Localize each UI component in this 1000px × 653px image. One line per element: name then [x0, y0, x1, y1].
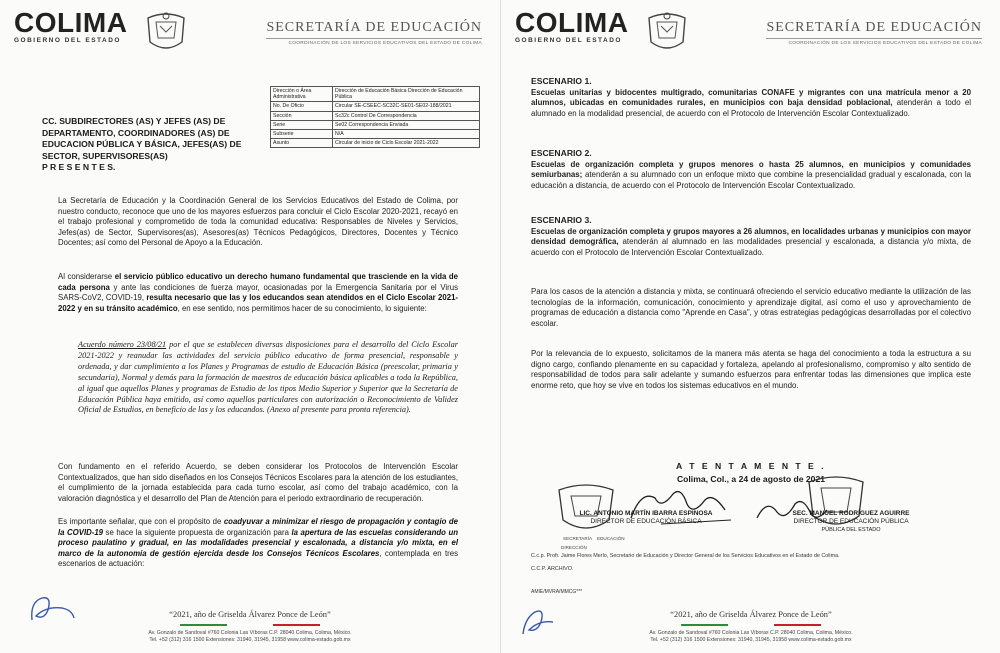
table-value: N/A: [333, 130, 480, 139]
secretaria-heading: [766, 20, 982, 46]
table-row: [271, 87, 480, 102]
recipients-block: [42, 116, 267, 174]
stamp-text: DIRECCIÓN: [561, 545, 587, 550]
signer-2-title: DIRECTOR DE EDUCACIÓN PÚBLICA: [793, 518, 909, 525]
initials-line: AMIE/MVRA/MMCG***: [531, 589, 583, 595]
table-row: [271, 111, 480, 120]
secretaria-heading: [266, 20, 482, 46]
signer-2-subtitle: PÚBLICA DEL ESTADO: [821, 527, 881, 533]
coordinacion-subtitle: COORDINACIÓN DE LOS SERVICIOS EDUCATIVOS DEL ESTADO DE COLIMA: [266, 38, 482, 46]
text-run-bold: coadyuvar a minimizar el riesgo de propagación y contagio de la COVID-19: [58, 517, 458, 537]
signer-1-title: DIRECTOR DE EDUCACIÓN BÁSICA: [590, 518, 702, 525]
table-value: Dirección de Educación Básica Dirección de Educación Pública: [333, 87, 480, 102]
recipient-line: CC. SUBDIRECTORES (AS) Y JEFES (AS) DE: [42, 116, 226, 126]
footer-address: [501, 630, 1000, 644]
text-run: por el que se establecen diversas disposiciones para el desarrollo del Ciclo Escolar 2021-2022 y reanudar las actividades del servicio público educativo de forma presencial, responsable y ordenada, y dar cumplimiento a los Planes y Programas de estudio de Educación Básica (preescolar, primaria y secundaria), Normal y demás para la formación de maestros de educación básica aplicables a toda la República, al igual que aquellos Planes y programas de Estudio de los tipos Medio Superior y Superior que la Secretaría de Educación Pública haya emitido, así como aquellos particulares con autorización o Reconocimiento de Validez Oficial de Estudios, en beneficio de las y los educandos. (Anexo al presente para pronta referencia).: [78, 340, 458, 415]
text-run: , en ese sentido, nos permitimos hacer de su conocimiento, lo siguiente:: [177, 303, 427, 313]
table-label: Asunto: [271, 139, 333, 148]
text-run: Es importante señalar, que con el propósito de: [58, 517, 224, 526]
scenario-3: [531, 215, 971, 258]
paragraph-relevance: Por la relevancia de lo expuesto, solicitamos de la manera más atenta se haga del conocimiento a toda la estructura a su digno cargo, confiando plenamente en su capacidad y fortaleza, apelando al profesionalismo, compromiso y alto sentido de responsabilidad de todos para salir adelante y sumando esfuerzos para enfrentar todas las dimensiones que implica este enorme reto, que hoy se vive en todos los sistemas educativos en el mundo.: [531, 349, 971, 390]
scenario-1: [531, 76, 971, 119]
text-run: Al considerarse: [58, 272, 115, 281]
logo-word: COLIMA: [14, 7, 128, 38]
table-row: [271, 130, 480, 139]
text-run-bold: Escuelas de organización completa y grupos mayores a 26 alumnos, en localidades urbanas y municipios con mayor densidad demográfica,: [531, 226, 971, 246]
address-line: Av. Gonzalo de Sandoval #760 Colonia Las Víboras C.P. 28040 Colima, Colima, México.: [148, 630, 352, 636]
footer-motto: “2021, año de Griselda Álvarez Ponce de León”: [169, 610, 331, 619]
table-value: Circular SE-CSEEC-SC32C-SE01-SE02-188/2021: [333, 102, 480, 111]
state-seal-icon: [142, 8, 190, 56]
signing-date: Colima, Col., a 24 de agosto de 2021: [676, 474, 826, 484]
agreement-number: Acuerdo número 23/08/21: [78, 340, 167, 349]
text-run: atenderán al alumnado en las modalidades presencial y escalonada, a distancia y/o mixta, de acuerdo con el Protocolo de Intervención Escolar Contextualizado.: [531, 237, 971, 257]
text-run-bold: la apertura de las escuelas considerando un proceso paulatino y gradual, en las modalidades presencial y escalonada, a distancia y/o mixta, en el marco de la autonomía de gestión ejercida desde los Consejos Técnicos Escolares: [58, 527, 458, 558]
paragraph-protocols: Con fundamento en el referido Acuerdo, se deben considerar los Protocolos de Intervención Escolar Contextualizados, que han sido diseñados en los Consejos Técnicos Escolares para la atención de los estudiantes, el cumplimiento de la jornada establecida para cada turno escolar, así como del trabajo académico, con la valoración diagnóstica y el desarrollo del Plan de Atención para el periodo extraordinario de recuperación.: [58, 462, 458, 503]
colima-logo: [515, 7, 635, 44]
document-info-table: [270, 86, 480, 148]
ccp-line: C.c.p. Profr. Jaime Flores Merlo, Secretario de Educación y Director General de los Servicios Educativos en el Estado de Colima.: [531, 553, 840, 559]
signer-2-name: SEC. MANUEL RODRÍGUEZ AGUIRRE: [792, 510, 910, 517]
scenario-2: [531, 148, 971, 191]
recipient-line: SECTOR, SUPERVISORES(AS): [42, 150, 168, 161]
address-line: Tel. +52 (312) 316 1500 Extensiones: 31940, 31945, 31958 www.colima-estado.gob.mx: [149, 637, 351, 643]
stamp-text: EDUCACIÓN: [597, 536, 625, 541]
state-seal-icon: [643, 8, 691, 56]
text-run: se hace la siguiente propuesta de organización para: [103, 527, 292, 537]
table-label: Sección: [271, 111, 333, 120]
footer-address: [0, 630, 500, 644]
table-label: Serie: [271, 120, 333, 129]
table-row: [271, 120, 480, 129]
scenario-heading: ESCENARIO 1.: [531, 76, 592, 86]
text-run: atenderán a su alumnado con un enfoque mixto que combine la presencialidad gradual y escalonada, con la educación a distancia, de acuerdo con el Protocolo de Intervención Escolar Contextualizado.: [531, 170, 971, 190]
state-seal-stamp-icon: [551, 480, 621, 535]
document-page-right: [500, 0, 1000, 653]
paragraph-proposal: [58, 517, 458, 570]
table-label: No. De Oficio: [271, 102, 333, 111]
text-run: atenderán a todo el alumnado en la modalidad presencial, de acuerdo con el Protocolo de Intervención Escolar Contextualizado.: [531, 98, 971, 118]
recipient-line: P R E S E N T E S.: [42, 162, 116, 172]
closing-atentamente: A T E N T A M E N T E .: [675, 461, 827, 471]
table-label: Dirección o Área Administrativa: [271, 87, 333, 102]
paragraph-distance: Para los casos de la atención a distancia y mixta, se continuará ofreciendo el servicio educativo mediante la utilización de las tecnologías de la información, comunicación, conocimiento y aprendizaje digital, así como el uso y aprovechamiento de programas de educación a distancia como "Aprende en Casa", y otras estrategias pedagógicas desarrolladas por el colectivo escolar.: [531, 287, 971, 328]
recipient-line: EDUCACION PÚBLICA Y BÁSICA, JEFES(AS) DE: [42, 139, 242, 149]
scenario-heading: ESCENARIO 3.: [531, 215, 592, 225]
flag-color-bar: [180, 624, 320, 626]
colima-logo: [14, 7, 134, 44]
text-run: , contemplada en tres escenarios de actuación:: [58, 548, 458, 569]
logo-subtitle: GOBIERNO DEL ESTADO: [515, 37, 622, 44]
text-run-bold: Escuelas unitarias y bidocentes multigrado, comunitarias CONAFE y migrantes con una matrícula menor a 20 alumnos, ubicadas en comunidades rurales, en municipios con baja densidad poblacional,: [531, 87, 971, 107]
paragraph-intro: La Secretaría de Educación y la Coordinación General de los Servicios Educativos del Estado de Colima, por nuestro conducto, reconoce que uno de los mayores esfuerzos para concluir el Ciclo Escolar 2020-2021, recayó en el trabajo profesional y comprometido de toda la comunidad educativa: Responsables de Niveles y Servicios, Jefes(as) de Sector, Supervisores(as), Asesores(as) Técnicos Pedagógicos, Directores, Docentes y Técnico Docentes; así como del Personal de Apoyo a la Educación.: [58, 196, 458, 248]
table-row: [271, 102, 480, 111]
table-row: [271, 139, 480, 148]
ccp-archivo: C.C.P. ARCHIVO.: [531, 566, 574, 572]
secretaria-title: SECRETARÍA DE EDUCACIÓN: [766, 20, 982, 35]
table-label: Subserie: [271, 130, 333, 139]
agreement-quote: [78, 340, 458, 416]
initials-signature-icon: [22, 588, 82, 628]
recipient-line: DEPARTAMENTO, COORDINADORES (AS) DE: [42, 127, 230, 138]
table-value: Se02 Correspondencia Enviada: [333, 120, 480, 129]
text-run-bold: resulta necesario que las y los educandos sean atendidos en el Ciclo Escolar 2021-2022 y en su tránsito académico: [58, 293, 458, 313]
address-line: Tel. +52 (312) 316 1500 Extensiones: 31940, 31945, 31958 www.colima-estado.gob.mx: [650, 637, 852, 643]
stamp-text: SECRETARÍA: [563, 536, 593, 541]
text-run: y ante las condiciones de fuerza mayor, ocasionadas por la Emergencia Sanitaria por el Virus SARS-CoV2, COVID-19,: [58, 282, 458, 303]
table-value: Circular de inicio de Ciclo Escolar 2021-2022: [333, 139, 480, 148]
signer-1-name: LIC. ANTONIO MARTÍN IBARRA ESPINOSA: [579, 510, 713, 517]
logo-subtitle: GOBIERNO DEL ESTADO: [14, 37, 121, 44]
footer-motto: “2021, año de Griselda Álvarez Ponce de León”: [670, 610, 832, 619]
paragraph-service: [58, 272, 458, 314]
text-run-bold: el servicio público educativo un derecho humano fundamental que trasciende en la vida de cada persona: [58, 272, 459, 292]
logo-word: COLIMA: [515, 7, 629, 38]
coordinacion-subtitle: COORDINACIÓN DE LOS SERVICIOS EDUCATIVOS DEL ESTADO DE COLIMA: [766, 38, 982, 46]
secretaria-title: SECRETARÍA DE EDUCACIÓN: [266, 20, 482, 35]
address-line: Av. Gonzalo de Sandoval #760 Colonia Las Víboras C.P. 28040 Colima, Colima, México.: [649, 630, 853, 636]
text-run-bold: Escuelas de organización completa y grupos menores o hasta 25 alumnos, en municipios y comunidades semiurbanas;: [531, 159, 971, 179]
scenario-heading: ESCENARIO 2.: [531, 148, 592, 158]
table-value: Sc32c Control De Correspondencia: [333, 111, 480, 120]
flag-color-bar: [681, 624, 821, 626]
